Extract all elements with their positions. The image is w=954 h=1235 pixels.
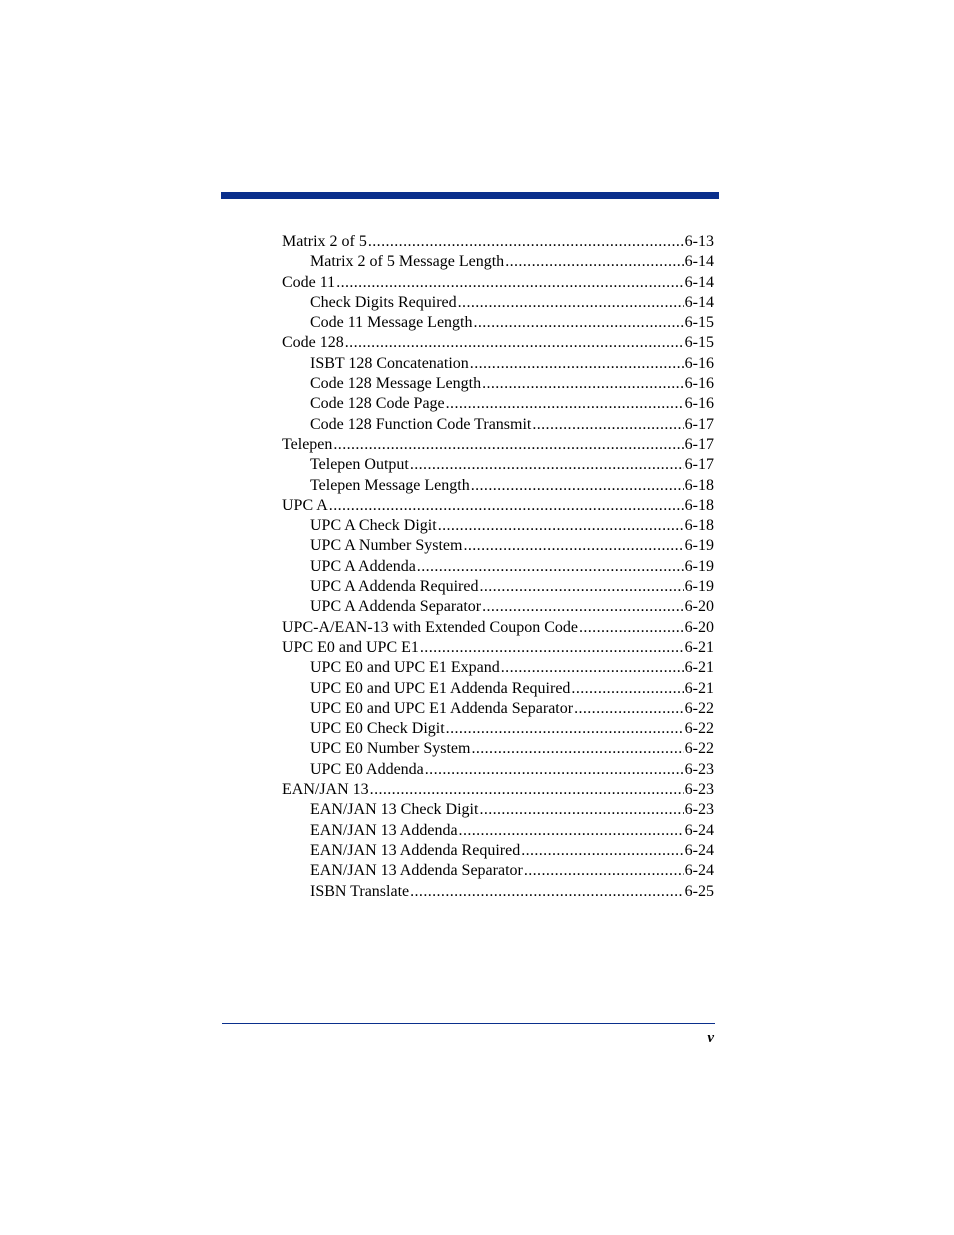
toc-entry-page: 6-23 xyxy=(684,781,714,799)
toc-entry-title: Matrix 2 of 5 xyxy=(282,233,367,250)
dot-leader xyxy=(370,780,684,800)
toc-entry[interactable] xyxy=(282,861,714,881)
toc-entry-title: UPC A Check Digit xyxy=(310,517,437,535)
toc-entry[interactable] xyxy=(282,679,714,699)
toc-entry-page: 6-15 xyxy=(684,314,714,332)
footer-rule xyxy=(222,1023,715,1024)
toc-entry[interactable] xyxy=(282,374,714,394)
toc-entry[interactable] xyxy=(282,719,714,739)
toc-entry-page: 6-14 xyxy=(684,293,714,311)
toc-entry-page: 6-19 xyxy=(684,578,714,596)
toc-entry-page: 6-23 xyxy=(684,801,714,819)
dot-leader xyxy=(463,536,683,556)
dot-leader xyxy=(471,739,683,759)
toc-entry-page: 6-21 xyxy=(684,638,714,656)
toc-entry-page: 6-19 xyxy=(684,557,714,575)
toc-entry-page: 6-19 xyxy=(684,537,714,555)
toc-entry-page: 6-16 xyxy=(684,375,714,393)
toc-entry-page: 6-20 xyxy=(684,598,714,616)
toc-entry[interactable] xyxy=(282,699,714,719)
dot-leader xyxy=(501,658,684,678)
toc-entry-page: 6-22 xyxy=(684,720,714,738)
toc-entry-page: 6-14 xyxy=(684,253,714,271)
toc-entry-title: UPC-A/EAN-13 with Extended Coupon Code xyxy=(282,618,578,636)
toc-entry-title: UPC E0 Addenda xyxy=(310,760,424,778)
dot-leader xyxy=(345,333,684,353)
toc-entry-title: UPC E0 and UPC E1 Expand xyxy=(310,659,500,677)
toc-entry-title: UPC A Number System xyxy=(310,537,463,555)
toc-entry[interactable] xyxy=(282,882,714,902)
toc-entry-page: 6-17 xyxy=(684,435,714,453)
toc-entry-title: Telepen Output xyxy=(310,456,409,474)
toc-entry-page: 6-24 xyxy=(684,841,714,859)
toc-entry-title: UPC A Addenda xyxy=(310,557,416,575)
toc-entry-title: ISBN Translate xyxy=(310,882,410,900)
dot-leader xyxy=(410,455,684,475)
dot-leader xyxy=(579,618,684,638)
toc-entry[interactable] xyxy=(282,780,714,800)
toc-entry[interactable] xyxy=(282,273,714,293)
toc-entry[interactable] xyxy=(282,354,714,374)
toc-entry[interactable] xyxy=(282,476,714,496)
toc-entry[interactable] xyxy=(282,293,714,313)
toc-entry-title: Telepen xyxy=(282,435,333,453)
dot-leader xyxy=(410,882,684,902)
toc-entry[interactable] xyxy=(282,252,714,272)
toc-entry-page: 6-25 xyxy=(684,882,714,900)
dot-leader xyxy=(417,557,684,577)
dot-leader xyxy=(336,273,683,293)
toc-entry[interactable] xyxy=(282,313,714,333)
toc-entry[interactable] xyxy=(282,333,714,353)
toc-entry[interactable] xyxy=(282,415,714,435)
toc-entry-page: 6-21 xyxy=(684,679,714,697)
toc-entry-title: UPC A Addenda Required xyxy=(310,578,479,596)
toc-entry[interactable] xyxy=(282,394,714,414)
dot-leader xyxy=(333,435,683,455)
dot-leader xyxy=(471,476,684,496)
toc-entry-title: UPC A Addenda Separator xyxy=(310,598,482,616)
dot-leader xyxy=(368,232,684,252)
toc-entry-title: EAN/JAN 13 xyxy=(282,781,369,799)
dot-leader xyxy=(532,415,683,435)
toc-entry-title: UPC E0 Number System xyxy=(310,740,471,758)
dot-leader xyxy=(521,841,683,861)
toc-entry-page: 6-21 xyxy=(684,659,714,677)
toc-entry-title: Code 11 xyxy=(282,273,336,291)
toc-entry-page: 6-15 xyxy=(684,334,714,352)
toc-entry-title: Check Digits Required xyxy=(310,293,457,311)
toc-entry[interactable] xyxy=(282,577,714,597)
toc-entry-page: 6-17 xyxy=(684,456,714,474)
dot-leader xyxy=(482,597,684,617)
toc-entry[interactable] xyxy=(282,597,714,617)
toc-entry[interactable] xyxy=(282,638,714,658)
dot-leader xyxy=(446,394,684,414)
dot-leader xyxy=(329,496,684,516)
dot-leader xyxy=(470,354,684,374)
dot-leader xyxy=(479,577,683,597)
toc-entry-title: ISBT 128 Concatenation xyxy=(310,354,469,372)
toc-entry-page: 6-16 xyxy=(684,354,714,372)
dot-leader xyxy=(425,760,684,780)
toc-entry-page: 6-13 xyxy=(684,233,714,250)
table-of-contents xyxy=(282,232,714,902)
dot-leader xyxy=(420,638,684,658)
toc-entry-title: UPC E0 and UPC E1 xyxy=(282,638,419,656)
toc-entry-page: 6-24 xyxy=(684,821,714,839)
toc-entry-title: UPC E0 and UPC E1 Addenda Separator xyxy=(310,699,574,717)
dot-leader xyxy=(524,861,684,881)
toc-entry-title: UPC A xyxy=(282,496,328,514)
toc-entry-page: 6-18 xyxy=(684,476,714,494)
toc-entry[interactable] xyxy=(282,658,714,678)
dot-leader xyxy=(458,293,684,313)
dot-leader xyxy=(505,252,683,272)
toc-entry-page: 6-17 xyxy=(684,415,714,433)
toc-entry-title: EAN/JAN 13 Addenda Separator xyxy=(310,862,523,880)
dot-leader xyxy=(473,313,683,333)
toc-entry-title: Code 128 Code Page xyxy=(310,395,445,413)
toc-entry[interactable] xyxy=(282,821,714,841)
toc-entry-title: EAN/JAN 13 Check Digit xyxy=(310,801,479,819)
toc-entry[interactable] xyxy=(282,800,714,820)
toc-entry[interactable] xyxy=(282,760,714,780)
toc-entry-page: 6-18 xyxy=(684,517,714,535)
dot-leader xyxy=(571,679,683,699)
dot-leader xyxy=(438,516,684,536)
page-number: v xyxy=(707,1030,714,1046)
dot-leader xyxy=(446,719,684,739)
toc-entry[interactable] xyxy=(282,536,714,556)
toc-entry-title: UPC E0 and UPC E1 Addenda Required xyxy=(310,679,571,697)
toc-entry-page: 6-22 xyxy=(684,699,714,717)
dot-leader xyxy=(459,821,684,841)
dot-leader xyxy=(482,374,684,394)
toc-entry-title: UPC E0 Check Digit xyxy=(310,720,445,738)
toc-entry-title: Code 128 xyxy=(282,334,344,352)
toc-entry[interactable] xyxy=(282,618,714,638)
toc-entry[interactable] xyxy=(282,516,714,536)
toc-entry[interactable] xyxy=(282,435,714,455)
toc-entry-page: 6-14 xyxy=(684,273,714,291)
dot-leader xyxy=(574,699,684,719)
toc-entry[interactable] xyxy=(282,557,714,577)
dot-leader xyxy=(479,800,683,820)
toc-entry-page: 6-24 xyxy=(684,862,714,880)
toc-entry-title: Code 128 Message Length xyxy=(310,375,482,393)
toc-entry-title: Code 128 Function Code Transmit xyxy=(310,415,532,433)
toc-entry-page: 6-22 xyxy=(684,740,714,758)
toc-entry-page: 6-20 xyxy=(684,618,714,636)
toc-entry-page: 6-23 xyxy=(684,760,714,778)
toc-entry[interactable] xyxy=(282,739,714,759)
header-rule xyxy=(221,192,719,199)
toc-entry-title: Matrix 2 of 5 Message Length xyxy=(310,253,505,271)
toc-entry-title: Telepen Message Length xyxy=(310,476,470,494)
toc-entry-title: EAN/JAN 13 Addenda xyxy=(310,821,458,839)
toc-entry[interactable] xyxy=(282,455,714,475)
toc-entry-title: Code 11 Message Length xyxy=(310,314,473,332)
toc-entry-page: 6-18 xyxy=(684,496,714,514)
toc-entry-title: EAN/JAN 13 Addenda Required xyxy=(310,841,521,859)
toc-entry[interactable] xyxy=(282,232,714,252)
toc-entry[interactable] xyxy=(282,496,714,516)
toc-entry-page: 6-16 xyxy=(684,395,714,413)
toc-entry[interactable] xyxy=(282,841,714,861)
